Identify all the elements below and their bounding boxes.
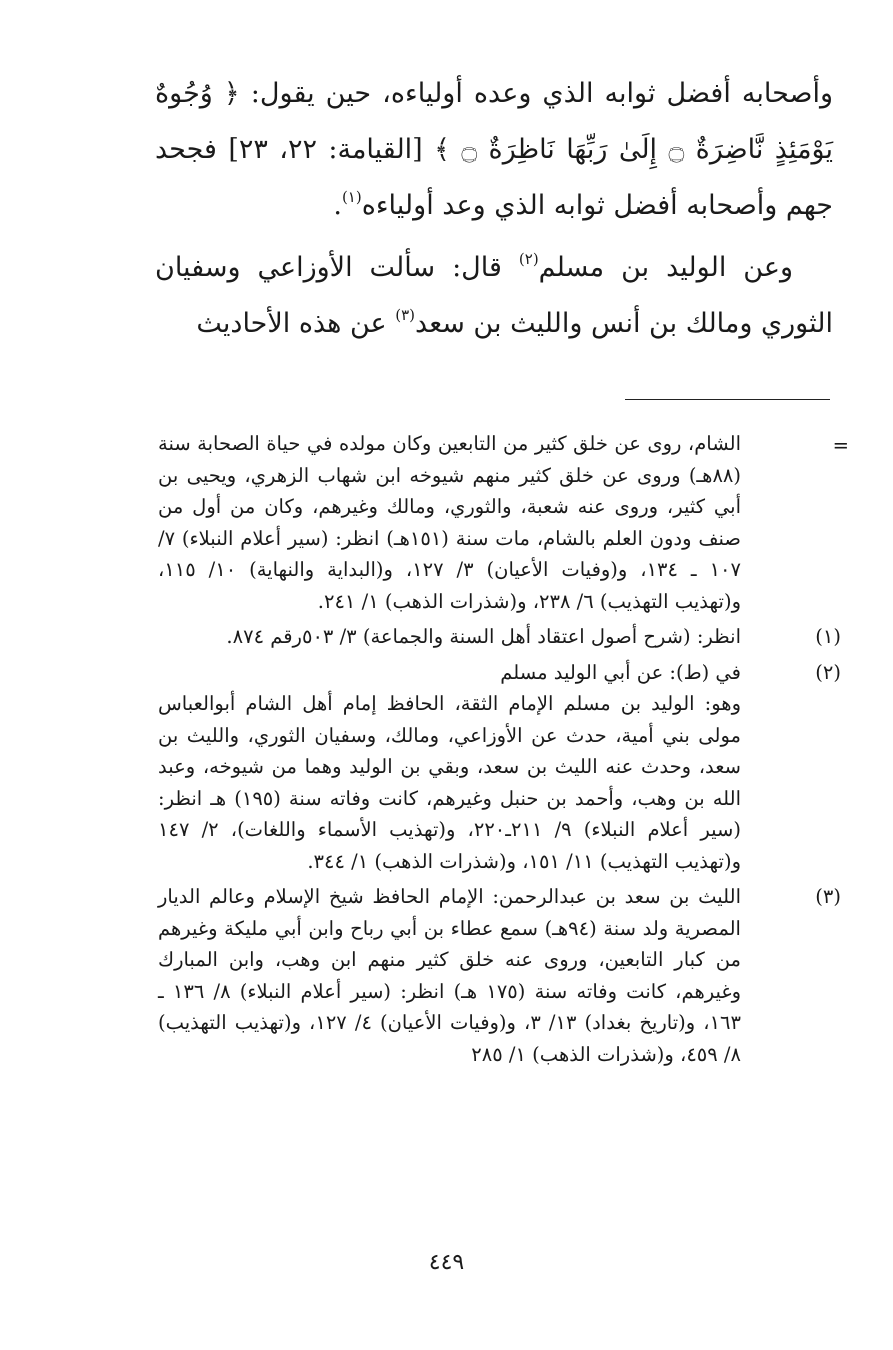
main-paragraph-1 (155, 66, 833, 234)
main-paragraph-2 (155, 240, 833, 352)
footnote-3-marker: (٣) (815, 885, 841, 908)
footnote-ref-1[interactable]: (١) (341, 188, 362, 206)
main-p1-end: . (333, 190, 342, 221)
footnote-1 (158, 621, 841, 653)
footnote-2-line-1: في (ط): عن أبي الوليد مسلم (500, 660, 741, 684)
quran-verse: ﴿ وُجُوهٌ يَوْمَئِذٍ نَّاضِرَةٌ ۝ إِلَىٰ رَبِّهَا نَاظِرَةٌ ۝ ﴾ (155, 78, 834, 165)
continuation-mark: = (832, 434, 849, 457)
footnote-separator (625, 399, 830, 400)
page-number: ٤٤٩ (428, 1250, 465, 1275)
main-p2-text-1: وعن الوليد بن مسلم (538, 252, 793, 283)
footnote-2 (158, 657, 841, 878)
main-p2-text-2: قال: سألت الأوزاعي وسفيان الثوري ومالك بن أنس والليث بن سعد (155, 252, 833, 339)
main-p1-citation: [القيامة: ٢٢، ٢٣] فجحد جهم وأصحابه أفضل ثوابه الذي وعد أولياءه (155, 134, 833, 221)
footnote-ref-2[interactable]: (٢) (518, 250, 539, 268)
footnote-continuation-text: الشام، روى عن خلق كثير من التابعين وكان مولده في حياة الصحابة سنة (٨٨هـ) وروى عن خلق كثير منهم شيوخه ابن شهاب الزهري، ويحيى بن أبي كثير، وروى عنه شعبة، والثوري، ومالك وغيرهم، وكان من أول من صنف ودون العلم بالشام، مات سنة (١٥١هـ) انظر: (سير أعلام النبلاء) ٧/ ١٠٧ ـ ١٣٤، و(وفيات الأعيان) ٣/ ١٢٧، و(البداية والنهاية) ١٠/ ١١٥، و(تهذيب التهذيب) ٦/ ٢٣٨، و(شذرات الذهب) ١/ ٢٤١. (158, 432, 741, 613)
footnote-1-marker: (١) (815, 625, 841, 648)
footnote-3-text: الليث بن سعد بن عبدالرحمن: الإمام الحافظ شيخ الإسلام وعالم الديار المصرية ولد سنة (٩٤هـ) سمع عطاء بن أبي رباح وابن أبي مليكة وغيرهم من كبار التابعين، وروى عنه خلق كثير منهم ابن وهب، وابن المبارك وغيرهم، كانت وفاته سنة (١٧٥ هـ) انظر: (سير أعلام النبلاء) ٨/ ١٣٦ ـ ١٦٣، و(تاريخ بغداد) ١٣/ ٣، و(وفيات الأعيان) ٤/ ١٢٧، و(تهذيب التهذيب) ٨/ ٤٥٩، و(شذرات الذهب) ١/ ٢٨٥ (158, 885, 741, 1066)
footnote-3 (158, 881, 841, 1070)
footnotes-section (158, 428, 849, 1070)
main-p1-text: وأصحابه أفضل ثوابه الذي وعده أولياءه، حين يقول: (239, 78, 834, 109)
footnote-2-text: وهو: الوليد بن مسلم الإمام الثقة، الحافظ إمام أهل الشام أبوالعباس مولى بني أمية، حدث عن الأوزاعي، ومالك، وسفيان الثوري، والليث بن سعد، وحدث عنه الليث بن سعد، وبقي بن الوليد وهما من شيوخه، وعبد الله بن وهب، وأحمد بن حنبل وغيرهم، كانت وفاته سنة (١٩٥) هـ انظر: (سير أعلام النبلاء) ٩/ ٢١١ـ٢٢٠، و(تهذيب الأسماء واللغات)، ٢/ ١٤٧ و(تهذيب التهذيب) ١١/ ١٥١، و(شذرات الذهب) ١/ ٣٤٤. (158, 692, 741, 873)
main-text (155, 66, 833, 352)
footnote-2-marker: (٢) (815, 660, 841, 684)
footnote-ref-3[interactable]: (٣) (395, 306, 416, 324)
main-p2-text-3: عن هذه الأحاديث (196, 308, 396, 339)
footnote-continuation (158, 428, 849, 617)
footnote-1-text: انظر: (شرح أصول اعتقاد أهل السنة والجماعة) ٣/ ٥٠٣رقم ٨٧٤. (226, 625, 741, 648)
